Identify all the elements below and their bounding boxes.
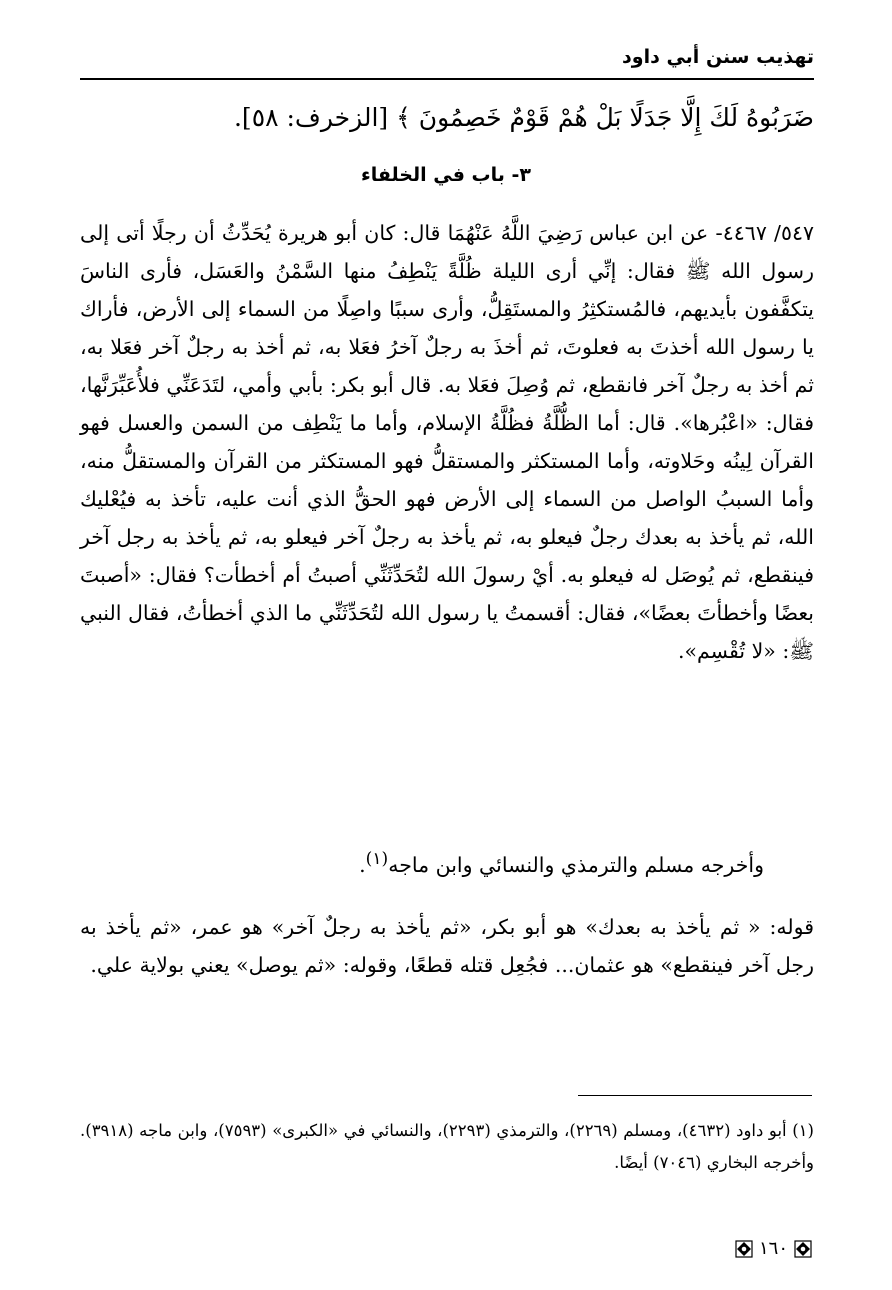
- ornament-icon: [735, 1240, 753, 1258]
- page-number-value: ١٦٠: [758, 1238, 788, 1259]
- footnote-marker: (١): [792, 1121, 814, 1140]
- book-title: تهذيب سنن أبي داود: [622, 46, 814, 68]
- quran-verse: ضَرَبُوهُ لَكَ إِلَّا جَدَلًا بَلْ هُمْ قَوْمٌ خَصِمُونَ ﴾ [الزخرف: ٥٨].: [233, 103, 814, 132]
- sources-line: وأخرجه مسلم والترمذي والنسائي وابن ماجه$^{(١)}$.: [359, 849, 764, 877]
- chapter-heading: ٣- باب في الخلفاء: [361, 164, 531, 186]
- footnotes-block: [80, 1115, 814, 1179]
- running-header: [80, 44, 814, 80]
- ornament-icon: [794, 1240, 812, 1258]
- hadith-text-block: [80, 214, 814, 670]
- sources-text: وأخرجه مسلم والترمذي والنسائي وابن ماجه: [388, 852, 764, 877]
- footnote-item: [80, 1115, 814, 1179]
- footnote-reference[interactable]: (١): [365, 849, 389, 869]
- footnote-divider: [578, 1095, 812, 1096]
- footnote-text: أبو داود (٤٦٣٢)، ومسلم (٢٢٦٩)، والترمذي (٢٢٩٣)، والنسائي في «الكبرى» (٧٥٩٣)، وابن ماجه (٣٩١٨). وأخرجه البخاري (٧٠٤٦) أيضًا.: [80, 1121, 814, 1172]
- hadith-body: عن ابن عباس رَضِيَ اللَّهُ عَنْهُمَا قال: كان أبو هريرة يُحَدِّثُ أن رجلًا أتى إلى رسول الله ﷺ فقال: إنِّي أرى الليلة ظُلَّةً يَنْطِفُ منها السَّمْنُ والعَسَل، فأرى الناسَ يتكفَّفون بأيديهم، فالمُستكثِرُ والمستَقِلُّ، وأرى سببًا واصِلًا من السماء إلى الأرض، فأراك يا رسول الله أخذتَ به فعلوتَ، ثم أخذَ به رجلٌ آخرُ فعَلا به، ثم أخذ به رجلٌ آخر فعَلا به، ثم أخذ به رجلٌ آخر فانقطع، ثم وُصِلَ فعَلا به. قال أبو بكر: بأبي وأمي، لتَدَعَنِّي فلأُعَبِّرَنَّها، فقال: «اعْبُرها». قال: أما الظُّلَّةُ فظُلَّةُ الإسلام، وأما ما يَنْطِف من السمن والعسل فهو القرآن لِينُه وحَلاوته، وأما المستكثر والمستقلُّ فهو المستكثر من القرآن والمستقلُّ منه، وأما السببُ الواصل من السماء إلى الأرض فهو الحقُّ الذي أنت عليه، تأخذ به فيُعْليك الله، ثم يأخذ به بعدك رجلٌ فيعلو به، ثم يأخذ به رجلٌ آخر فيعلو به، ثم يأخذ به رجل آخر فينقطع، ثم يُوصَل له فيعلو به. أيْ رسولَ الله لتُحَدِّثَنِّي أصبتُ أم أخطأت؟ فقال: «أصبتَ بعضًا وأخطأتَ بعضًا»، فقال: أقسمتُ يا رسول الله لتُحَدِّثَنِّي ما الذي أخطأتُ، فقال النبي ﷺ: «لا تُقْسِم».: [80, 221, 814, 663]
- hadith-number: ٥٤٧/ ٤٤٦٧-: [715, 221, 814, 245]
- commentary-paragraph: قوله: « ثم يأخذ به بعدك» هو أبو بكر، «ثم يأخذ به رجلٌ آخر» هو عمر، «ثم يأخذ به رجل آخر فينقطع» هو عثمان... فجُعِل قتله قطعًا، وقوله: «ثم يوصل» يعني بولاية علي.: [80, 915, 814, 977]
- page-number: [735, 1238, 812, 1259]
